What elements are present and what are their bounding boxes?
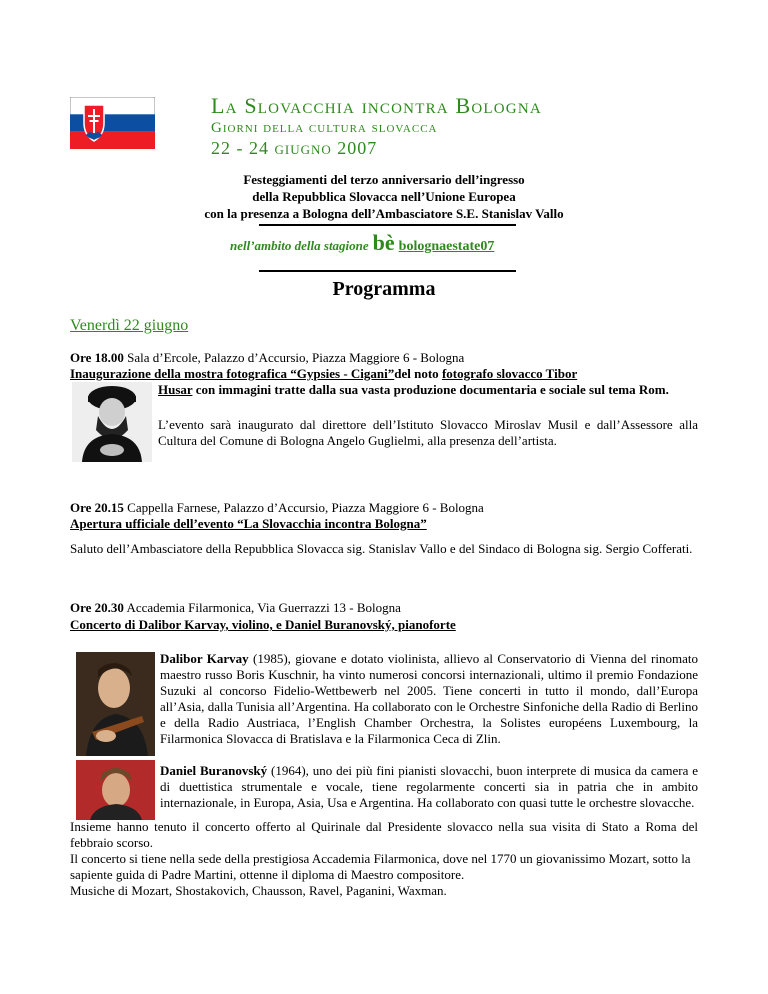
event1-header [70,350,700,366]
karvay-name: Dalibor Karvay [160,651,249,666]
karvay-bio: (1985), giovane e dotato violinista, allievo al Conservatorio di Vienna del rinomato maestro russo Boris Kuschnir, ha vinto numerosi concorsi internazionali, ultimo il premio Fondazione Suzuki al concorso Fidelio-Wettbewerb nel 2005. Tiene concerti in tutto il mondo, dall’Europa all’Asia, dalla Tunisia all’Argentina. Ha collaborato con le Orchestre Sinfoniche della Radio di Berlino e della Radio Austriaca, l’English Chamber Orchestra, la Solistes européens Luxembourg, la Filarmonica Slovacca di Bratislava e la Filarmonica Ceca di Zlin. [160,651,698,746]
event3-para-3: Musiche di Mozart, Shostakovich, Chausson, Ravel, Paganini, Waxman. [70,883,447,898]
event3-header [70,600,700,616]
intro-line-3: con la presenza a Bologna dell’Ambasciatore S.E. Stanislav Vallo [204,206,564,221]
event3-para-1: Insieme hanno tenuto il concerto offerto al Quirinale dal Presidente slovacco nella sua visita di Stato a Roma del febbraio scorso. [70,819,698,850]
event2-title: Apertura ufficiale dell’evento “La Slovacchia incontra Bologna” [70,516,427,531]
event3-title: Concerto di Dalibor Karvay, violino, e Daniel Buranovský, pianoforte [70,617,456,632]
divider-top [259,224,516,226]
event2-place: Cappella Farnese, Palazzo d’Accursio, Piazza Maggiore 6 - Bologna [127,500,484,515]
event1-description: L’evento sarà inaugurato dal direttore dell’Istituto Slovacco Miroslav Musil e dall’Assessore alla Cultura del Comune di Bologna Angelo Guglielmi, alla presenza dell’artista. [158,417,698,448]
programme-heading: Programma [332,278,436,300]
event3-para-2: Il concerto si tiene nella sede della prestigiosa Accademia Filarmonica, dove nel 1770 un giovanissimo Mozart, sotto la sapiente guida di Padre Martini, ottenne il diploma di Maestro compositore. [70,851,691,882]
buranovsky-bio-block [160,763,698,811]
event2-time: Ore 20.15 [70,500,124,515]
season-name: bolognaestate07 [398,239,495,254]
daniel-buranovsky-photo [76,760,155,820]
intro-block [100,171,668,222]
season-intro: nell’ambito della stagione [230,238,369,253]
event2-header [70,500,700,516]
karvay-bio-block [160,651,698,747]
buranovsky-name: Daniel Buranovský [160,763,268,778]
event3-place: Accademia Filarmonica, Via Guerrazzi 13 - Bologna [126,600,401,615]
tibor-husar-photo [72,382,152,462]
buranovsky-bio: (1964), uno dei più fini pianisti slovacchi, buon interprete di musica da camera e di duettistica strumentale e vocale, tiene regolarmente concerti sia in patria che in ambito internazionale, in Europa, Asia, Usa e Argentina. Ha collaborato con quasi tutte le orchestre slovacche. [160,763,698,810]
day-heading: Venerdì 22 giugno [70,317,189,334]
event1-title-b: del noto [394,366,442,381]
slovak-flag-image [70,97,155,149]
event-subtitle: Giorni della cultura slovacca [211,120,438,136]
event1-title-d: Husar [158,382,193,397]
event1-title-line [70,366,700,382]
intro-line-1: Festeggiamenti del terzo anniversario dell’ingresso [243,172,525,187]
event-title: La Slovacchia incontra Bologna [211,93,542,118]
season-line [230,230,494,256]
event1-title-c: fotografo slovacco Tibor [441,366,578,381]
event2-description: Saluto dell’Ambasciatore della Repubblica Slovacca sig. Stanislav Vallo e del Sindaco di Bologna sig. Sergio Cofferati. [70,541,693,556]
divider-bottom [259,270,516,272]
event1-place: Sala d’Ercole, Palazzo d’Accursio, Piazza Maggiore 6 - Bologna [127,350,465,365]
dalibor-karvay-photo [76,652,155,756]
event3-time: Ore 20.30 [70,600,124,615]
event1-title-cont [158,382,698,398]
event1-time: Ore 18.00 [70,350,124,365]
event1-title-e: con immagini tratte dalla sua vasta produzione documentaria e sociale sul tema Rom. [192,382,669,397]
be-logo: bè [372,230,395,255]
event-dates: 22 - 24 giugno 2007 [211,138,378,158]
event1-title-a: Inaugurazione della mostra fotografica “Gypsies - Cigani” [70,366,395,381]
intro-line-2: della Repubblica Slovacca nell’Unione Europea [252,189,516,204]
